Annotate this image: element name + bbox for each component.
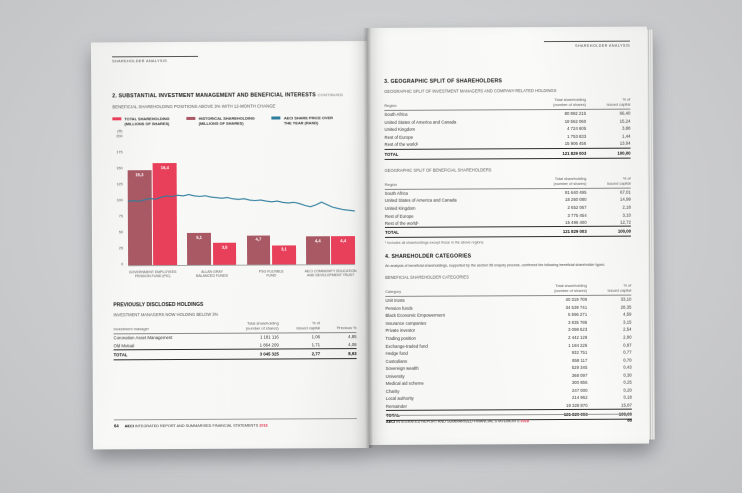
row-label: Coronation Asset Management (113, 335, 173, 341)
footer-year: 2018 (259, 423, 268, 428)
bar-value-label: 4,4 (340, 238, 347, 244)
row-value: 15 496 400 (565, 219, 587, 226)
footer-brand: AECI (124, 424, 134, 429)
row-value: 4,59 (623, 312, 632, 318)
x-axis-category-label: AECI COMMUNITY EDUCATION AND DEVELOPMENT TRUST (304, 268, 357, 278)
row-label: TOTAL (385, 149, 518, 159)
y-axis-tick: 50 (118, 230, 123, 235)
legend-item-historical (187, 115, 255, 126)
footer-text (125, 424, 268, 429)
x-axis-category-label: ALLAN GRAY BALANCED FUNDS (196, 269, 228, 279)
geo-table-2-subtitle: GEOGRAPHIC SPLIT OF BENEFICIAL SHAREHOLDERS (384, 166, 492, 173)
row-value: 0,70 (623, 357, 632, 363)
geo-table-1-header-row (384, 97, 630, 111)
y-axis-unit: (R) (117, 128, 123, 133)
legend-item-share-price (272, 115, 333, 125)
row-label: Charity (385, 388, 400, 394)
section-2-title-suffix: CONTINUED (317, 92, 344, 98)
legend-label-total: TOTAL SHAREHOLDING (MILLIONS OF SHARES) (124, 115, 170, 126)
y-axis-tick: 125 (116, 182, 123, 187)
col-pct-issued-capital: % of issued capital (587, 283, 631, 296)
col-total-shareholding: Total shareholding (number of shares) (518, 175, 587, 188)
total-row (385, 227, 631, 238)
legend-label-share-price: AECI SHARE PRICE OVER THE YEAR (RAND) (283, 114, 333, 126)
row-value: 300 856 (571, 380, 588, 386)
col-previous-pct: Previous % (320, 320, 357, 333)
row-value: 40 319 709 (565, 297, 588, 303)
share-price-line (127, 136, 355, 265)
row-value: 0,97 (623, 342, 632, 348)
col-total-shareholding: Total shareholding (number of shares) (518, 283, 587, 296)
row-value: 4,85 (348, 334, 357, 340)
header-label: SHAREHOLDER ANALYSIS (112, 59, 168, 64)
row-label: Local authority (385, 395, 414, 402)
row-label: University (385, 373, 405, 379)
footer-title: INTEGRATED REPORT AND SUMMARISED FINANCIAL STATEMENTS (134, 423, 259, 429)
col-category: Category (385, 283, 518, 296)
row-value: 3 045 325 (213, 349, 279, 359)
running-header-right (544, 41, 630, 48)
row-value: 1 184 226 (568, 342, 588, 348)
row-value: 2,18 (622, 204, 631, 210)
y-axis (112, 128, 125, 267)
page-number: 65 (627, 417, 632, 423)
row-value: 2 652 067 (567, 204, 587, 210)
bar-value-label: 3,1 (280, 246, 287, 252)
section-2-title-text: 2. SUBSTANTIAL INVESTMENT MANAGEMENT AND BENEFICIAL INTERESTS (112, 92, 316, 100)
y-axis-tick: 25 (118, 246, 124, 251)
row-value: 3 835 786 (568, 319, 588, 325)
row-value: 932 751 (571, 349, 588, 355)
row-value: 3,15 (623, 319, 632, 325)
row-label: Exchange-traded fund (385, 343, 428, 349)
col-investment-manager: Investment manager (113, 320, 213, 333)
row-value: 121 829 003 (518, 227, 587, 237)
footer-text (386, 419, 529, 424)
x-axis-labels (128, 267, 355, 288)
row-label: Hedge fund (385, 350, 408, 356)
row-value: 15,87 (621, 402, 632, 408)
row-label: Medical aid scheme (385, 380, 424, 387)
row-value: 529 345 (571, 364, 588, 371)
row-value: 1,71 (311, 341, 321, 347)
row-label: Rest of Europe (384, 134, 414, 140)
regions-footnote: ¹ Includes all shareholdings except those in the above regions. (385, 240, 485, 246)
row-value: 18 562 060 (564, 118, 587, 124)
legend-swatch-historical (187, 117, 196, 120)
legend-label-historical: HISTORICAL SHAREHOLDING (MILLIONS OF SHARES) (198, 115, 255, 126)
geo-table-investment-managers (384, 97, 630, 160)
total-row (114, 348, 357, 359)
row-value: 247 000 (571, 387, 588, 393)
row-label: Custodians (385, 358, 408, 364)
row-value: 3 775 454 (567, 212, 587, 218)
page-edge-stack (647, 30, 655, 440)
disclosed-title: PREVIOUSLY DISCLOSED HOLDINGS (113, 301, 204, 309)
shareholding-bar-chart (112, 128, 357, 292)
row-value: 4 724 605 (567, 126, 587, 132)
section-4-title: 4. SHAREHOLDER CATEGORIES (385, 253, 472, 261)
row-label: Pension funds (385, 305, 413, 311)
row-value: 3 098 623 (568, 327, 588, 333)
categories-table-subtitle: BENEFICIAL SHAREHOLDER CATEGORIES (385, 274, 469, 280)
previously-disclosed-block (113, 301, 356, 360)
row-value: 33,10 (620, 296, 632, 303)
row-value: 8,93 (320, 348, 357, 358)
running-header-left (112, 56, 198, 63)
row-value: 858 117 (572, 357, 588, 363)
row-value: 0,43 (623, 364, 632, 370)
geo-table-beneficial-shareholders (385, 175, 631, 238)
section-4-intro: An analysis of beneficial shareholdings, supported by the section 56 enquiry process, confirmed the following beneficial shareholder types: (385, 262, 606, 269)
disclosed-header-row (113, 320, 356, 334)
row-label: Rest of the world¹ (384, 142, 419, 148)
row-value: 4,08 (348, 341, 357, 347)
left-page (91, 41, 369, 449)
col-region: Region (384, 97, 517, 110)
y-axis-tick: 150 (116, 166, 123, 171)
row-value: 0,20 (623, 387, 632, 393)
row-label: TOTAL (114, 349, 214, 359)
chart-subtitle: BENEFICIAL SHAREHOLDING POSITIONS ABOVE 3% WITH 12-MONTH CHANGE (112, 102, 276, 109)
row-label: Black Economic Empowerment (385, 312, 445, 319)
disclosed-subtitle: INVESTMENT MANAGERS NOW HOLDING BELOW 3% (113, 311, 219, 318)
row-label: Unit trusts (385, 298, 405, 304)
header-label: SHAREHOLDER ANALYSIS (574, 43, 630, 48)
row-label: Old Mutual (113, 342, 135, 348)
row-value: 18 260 080 (564, 197, 587, 203)
row-value: 0,18 (623, 394, 632, 400)
row-value: 3,88 (622, 126, 631, 132)
plot-area (127, 136, 355, 266)
row-value: 2 442 129 (568, 334, 588, 340)
bar-value-label: 4,7 (255, 236, 262, 242)
footer-brand: AECI (385, 419, 396, 424)
row-value: 0,30 (623, 372, 632, 378)
section-2-title (112, 92, 355, 99)
row-value: 214 962 (571, 395, 588, 401)
row-value: 66,40 (619, 110, 631, 117)
row-label: United Kingdom (384, 127, 416, 133)
x-axis-category-label: PSG FLEXIBLE FUND (258, 269, 284, 278)
row-value: 67,01 (619, 189, 631, 195)
page-footer-right (386, 414, 632, 424)
y-axis-tick: 200 (116, 134, 123, 139)
row-value: 80 892 215 (564, 111, 587, 117)
row-value: 1,06 (311, 334, 321, 340)
legend-item-total (112, 116, 169, 126)
row-value: 14,99 (620, 197, 631, 203)
open-report-book (91, 27, 651, 454)
row-label: Trading position (385, 335, 416, 341)
y-axis-tick: 0 (121, 262, 124, 267)
row-label: South Africa (384, 112, 408, 118)
col-pct-issued-capital: % of issued capital (279, 320, 320, 333)
row-label: Rest of Europe (384, 213, 414, 219)
row-value: 15,24 (619, 118, 631, 124)
bar-value-label: 16,4 (160, 165, 169, 171)
page-number: 64 (113, 423, 119, 429)
row-value: 15 906 456 (564, 141, 587, 147)
row-value: 121 829 003 (517, 148, 586, 158)
bar-value-label: 15,3 (135, 171, 144, 177)
col-total-shareholding: Total shareholding (number of shares) (213, 320, 279, 333)
legend-swatch-share-price (272, 117, 281, 120)
row-value: 12,72 (620, 219, 631, 225)
col-pct-issued-capital: % of issued capital (586, 175, 630, 188)
row-label: South Africa (384, 190, 408, 196)
row-value: 0,77 (623, 349, 632, 355)
row-value: 100,00 (588, 409, 632, 419)
bar-value-label: 3,5 (221, 244, 228, 250)
row-value: 2,77 (279, 349, 320, 359)
row-label: Rest of the world¹ (384, 220, 419, 226)
x-axis-category-label: GOVERNMENT EMPLOYEES PENSION FUND (PIC) (128, 269, 177, 279)
row-value: 2,00 (623, 334, 632, 340)
y-axis-tick: 100 (116, 198, 123, 203)
row-value: 81 640 495 (564, 189, 587, 195)
row-value: 100,00 (587, 227, 631, 237)
row-value: 100,00 (586, 148, 630, 158)
row-label: Insurance companies (385, 320, 427, 326)
bar-value-label: 4,4 (314, 238, 321, 244)
row-value: 1 753 833 (567, 133, 587, 139)
col-region: Region (385, 176, 518, 189)
row-value: 28,35 (620, 304, 632, 310)
disclosed-table (113, 320, 356, 360)
row-label: TOTAL (386, 410, 519, 420)
row-label: United States of America and Canada (384, 197, 457, 204)
row-label: Private investor (385, 328, 416, 334)
geo-table-1-subtitle: GEOGRAPHIC SPLIT OF INVESTMENT MANAGERS AND COMPANY-RELATED HOLDINGS (384, 88, 557, 94)
row-value: 0,25 (623, 379, 632, 385)
row-label: TOTAL (385, 227, 518, 237)
legend-swatch-total (112, 117, 121, 120)
col-total-shareholding: Total shareholding (number of shares) (517, 97, 586, 110)
row-value: 34 539 741 (565, 304, 588, 310)
bar-value-label: 5,1 (196, 234, 203, 240)
row-value: 13,04 (619, 141, 631, 147)
total-row (385, 148, 631, 159)
row-value: 5 596 271 (567, 312, 588, 318)
row-value: 1 181 116 (259, 334, 279, 340)
row-label: Remainder (385, 403, 407, 409)
row-label: Sovereign wealth (385, 365, 419, 372)
row-value: 1,44 (622, 133, 631, 139)
footer-title: INTEGRATED REPORT AND SUMMARISED FINANCIAL STATEMENTS (396, 419, 520, 424)
row-value: 121 829 003 (519, 409, 588, 419)
col-pct-issued-capital: % of issued capital (586, 97, 630, 110)
row-value: 2,54 (623, 327, 632, 333)
row-value: 3,10 (622, 212, 631, 218)
y-axis-tick: 75 (118, 214, 123, 219)
row-value: 1 864 209 (259, 342, 279, 348)
row-label: United States of America and Canada (384, 119, 457, 125)
row-value: 368 097 (571, 372, 588, 378)
page-footer-left (114, 418, 357, 428)
right-page (367, 27, 649, 445)
section-3-title: 3. GEOGRAPHIC SPLIT OF SHAREHOLDERS (384, 78, 503, 85)
chart-legend (112, 115, 355, 126)
row-label: United Kingdom (384, 205, 416, 211)
row-value: 19 328 870 (566, 402, 588, 408)
footer-year: 2018 (520, 419, 529, 424)
y-axis-tick: 175 (116, 150, 123, 155)
